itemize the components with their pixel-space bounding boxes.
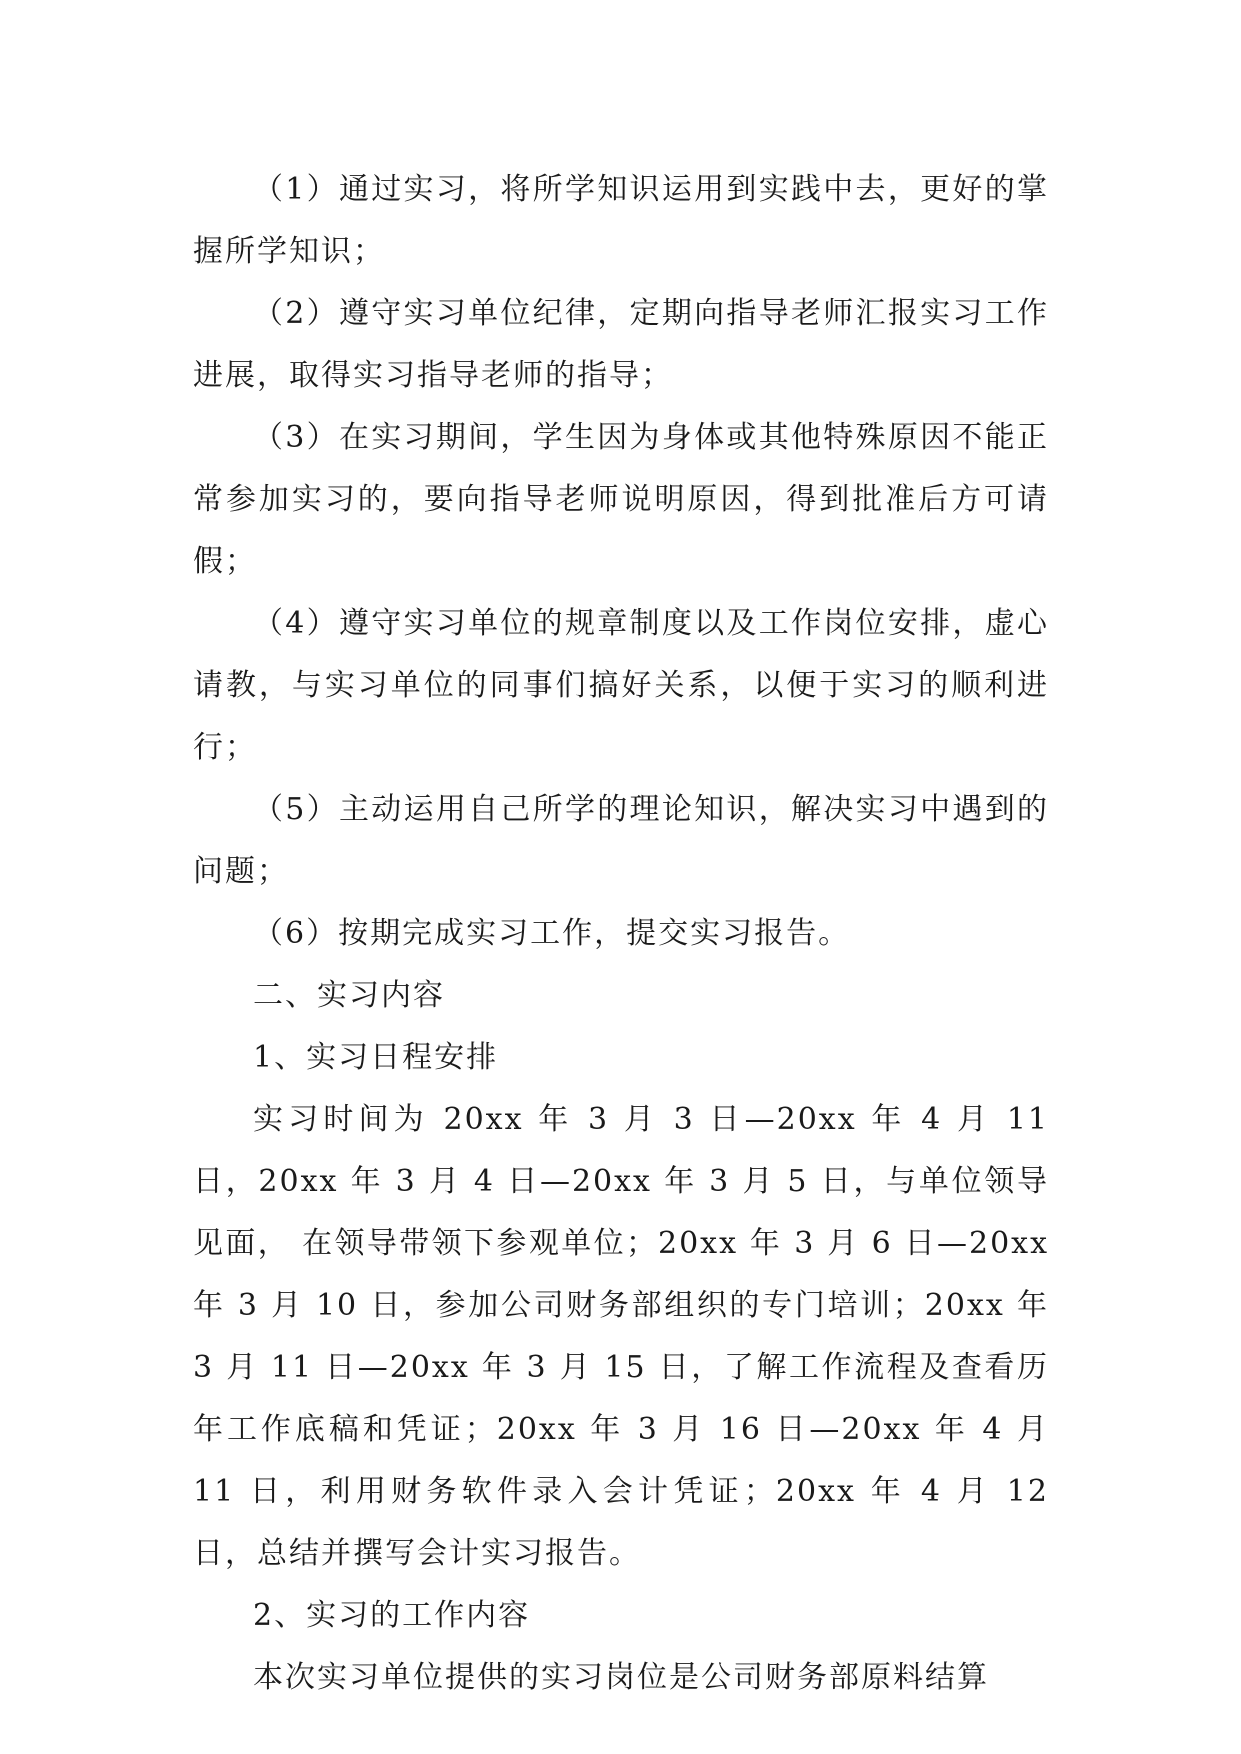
subheading-work-content: 2、实习的工作内容 bbox=[253, 1598, 531, 1633]
requirement-item-1: （1）通过实习，将所学知识运用到实践中去，更好的掌握所学知识； bbox=[193, 172, 1049, 269]
requirement-item-4: （4）遵守实习单位的规章制度以及工作岗位安排，虚心请教，与实习单位的同事们搞好关系，以便于实习的顺利进行； bbox=[193, 606, 1049, 765]
requirement-item-5: （5）主动运用自己所学的理论知识，解决实习中遇到的问题； bbox=[193, 792, 1049, 889]
subheading-schedule: 1、实习日程安排 bbox=[253, 1040, 499, 1075]
document-body bbox=[193, 159, 1049, 1709]
requirement-item-3: （3）在实习期间，学生因为身体或其他特殊原因不能正常参加实习的，要向指导老师说明原因，得到批准后方可请假； bbox=[193, 420, 1049, 579]
requirement-item-2: （2）遵守实习单位纪律，定期向指导老师汇报实习工作进展，取得实习指导老师的指导； bbox=[193, 296, 1049, 393]
section-heading-internship-content: 二、实习内容 bbox=[253, 978, 445, 1013]
schedule-paragraph: 实习时间为 20xx 年 3 月 3 日—20xx 年 4 月 11 日，20xx 年 3 月 4 日—20xx 年 3 月 5 日，与单位领导见面， 在领导带领下参观单位；20xx 年 3 月 6 日—20xx 年 3 月 10 日，参加公司财务部组织的专门培训；20xx 年 3 月 11 日—20xx 年 3 月 15 日，了解工作流程及查看历年工作底稿和凭证；20xx 年 3 月 16 日—20xx 年 4 月 11 日，利用财务软件录入会计凭证；20xx 年 4 月 12 日，总结并撰写会计实习报告。 bbox=[193, 1102, 1049, 1571]
work-content-paragraph: 本次实习单位提供的实习岗位是公司财务部原料结算 bbox=[253, 1660, 989, 1695]
requirement-item-6: （6）按期完成实习工作，提交实习报告。 bbox=[253, 916, 851, 951]
